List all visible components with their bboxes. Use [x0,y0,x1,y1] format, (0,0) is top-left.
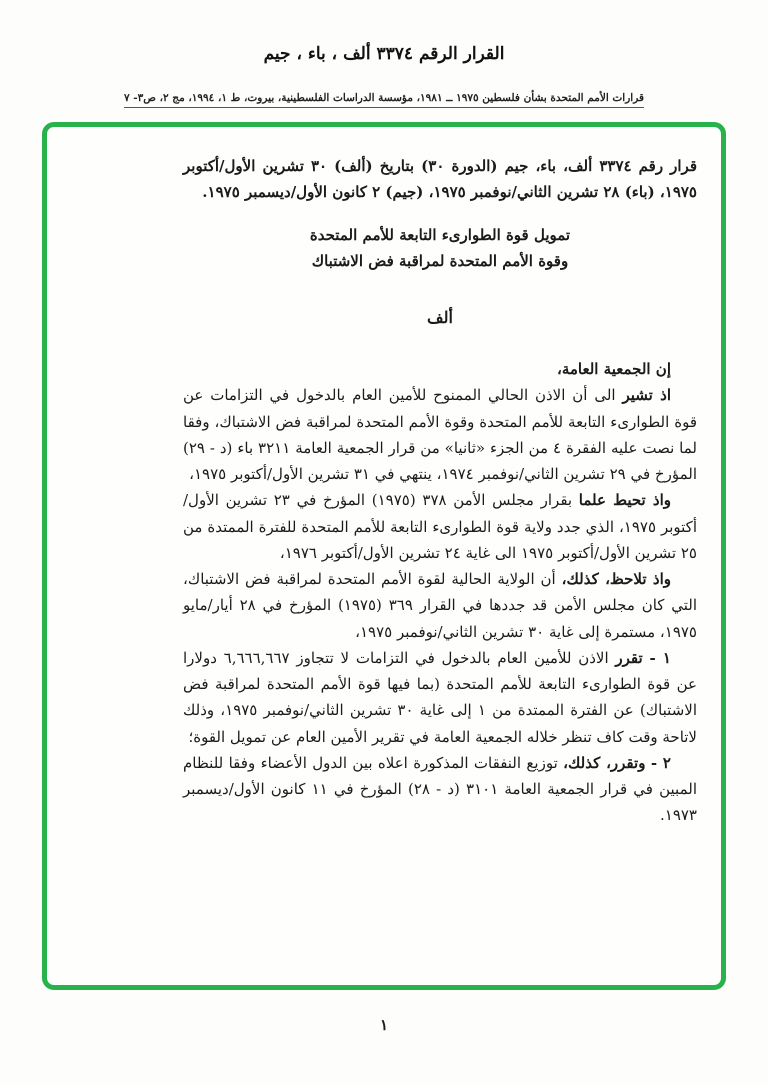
paragraph-5 [183,750,697,829]
paragraph-text: الاذن للأمين العام بالدخول في التزامات لا تتجاوز ٦,٦٦٦,٦٦٧ دولارا عن قوة الطوارىء التابعة للأمم المتحدة (بما فيها قوة الأمم المتحدة لمراقبة فض الاشتباك) عن الفترة الممتدة من ١ إلى غاية ٣٠ تشرين الثاني/نوفمبر ١٩٧٥، وذلك لاتاحة وقت كاف تنظر خلاله الجمعية العامة في تقرير الأمين العام عن تمويل القوة؛ [183,648,697,746]
resolution-intro: قرار رقم ٣٣٧٤ ألف، باء، جيم (الدورة ٣٠) بتاريخ (ألف) ٣٠ تشرين الأول/أكتوبر ١٩٧٥، (باء) ٢٨ تشرين الثاني/نوفمبر ١٩٧٥، (جيم) ٢ كانون الأول/ديسمبر ١٩٧٥. [183,157,698,202]
paragraph-text: أن الولاية الحالية لقوة الأمم المتحدة لمراقبة فض الاشتباك، التي كان مجلس الأمن قد جددها في القرار ٣٦٩ (١٩٧٥) المؤرخ في ٢٨ أيار/مايو ١٩٧٥، مستمرة إلى غاية ٣٠ تشرين الثاني/نوفمبر ١٩٧٥، [183,570,698,641]
paragraph-lead: تقرر [615,648,643,667]
paragraph-lead: واذ تلاحظ، كذلك، [561,570,671,588]
page-number: ١ [379,1016,389,1034]
header-source-line: قرارات الأمم المتحدة بشأن فلسطين ١٩٧٥ ــ ١٩٨١، مؤسسة الدراسات الفلسطينية، بيروت، ط ١، ١٩٩٤، مج ٢، ص٣- ٧ [124,92,644,108]
header-title: القرار الرقم ٣٣٧٤ ألف ، باء ، جيم [263,44,505,64]
document-title-line1: تمويل قوة الطوارىء التابعة للأمم المتحدة [309,225,571,244]
paragraph-number: ٢ - [650,753,671,772]
resolution-document [183,153,697,829]
paragraph-text: توزيع النفقات المذكورة اعلاه بين الدول الأعضاء وفقا للنظام المبين في قرار الجمعية العامة ٣١٠١ (د - ٢٨) المؤرخ في ١١ كانون الأول/ديسمبر ١٩٧٣. [183,753,697,825]
document-title-line2: وقوة الأمم المتحدة لمراقبة فض الاشتباك [311,251,569,270]
opening-line: إن الجمعية العامة، [557,360,671,378]
paragraph-number: ١ - [649,648,671,667]
paragraph-1 [183,382,697,487]
content-frame [42,122,726,990]
paragraph-4 [183,645,697,750]
section-label: ألف [427,308,453,327]
paragraph-2 [183,487,697,566]
paragraph-3 [183,566,697,645]
paragraph-lead: واذ تحيط علما [578,491,671,510]
paragraph-text: بقرار مجلس الأمن ٣٧٨ (١٩٧٥) المؤرخ في ٢٣ تشرين الأول/أكتوبر ١٩٧٥، الذي جدد ولاية قوة الطوارىء التابعة للأمم المتحدة للفترة الممتدة من ٢٥ تشرين الأول/أكتوبر ١٩٧٥ الى غاية ٢٤ تشرين الأول/أكتوبر ١٩٧٦، [183,491,697,562]
paragraph-lead: وتقرر، كذلك، [563,753,646,772]
paragraph-text: الى أن الاذن الحالي الممنوح للأمين العام بالدخول في التزامات عن قوة الطوارىء التابعة للأمم المتحدة وقوة الأمم المتحدة لمراقبة فض الاشتباك، وفقا لما نصت عليه الفقرة ٤ من الجزء «ثانيا» من قرار الجمعية العامة ٣٢١١ باء (د - ٢٩) المؤرخ في ٢٩ تشرين الثاني/نوفمبر ١٩٧٤، ينتهي في ٣١ تشرين الأول/أكتوبر ١٩٧٥، [183,386,697,483]
page-header [0,0,768,108]
paragraph-lead: اذ تشير [622,386,671,405]
